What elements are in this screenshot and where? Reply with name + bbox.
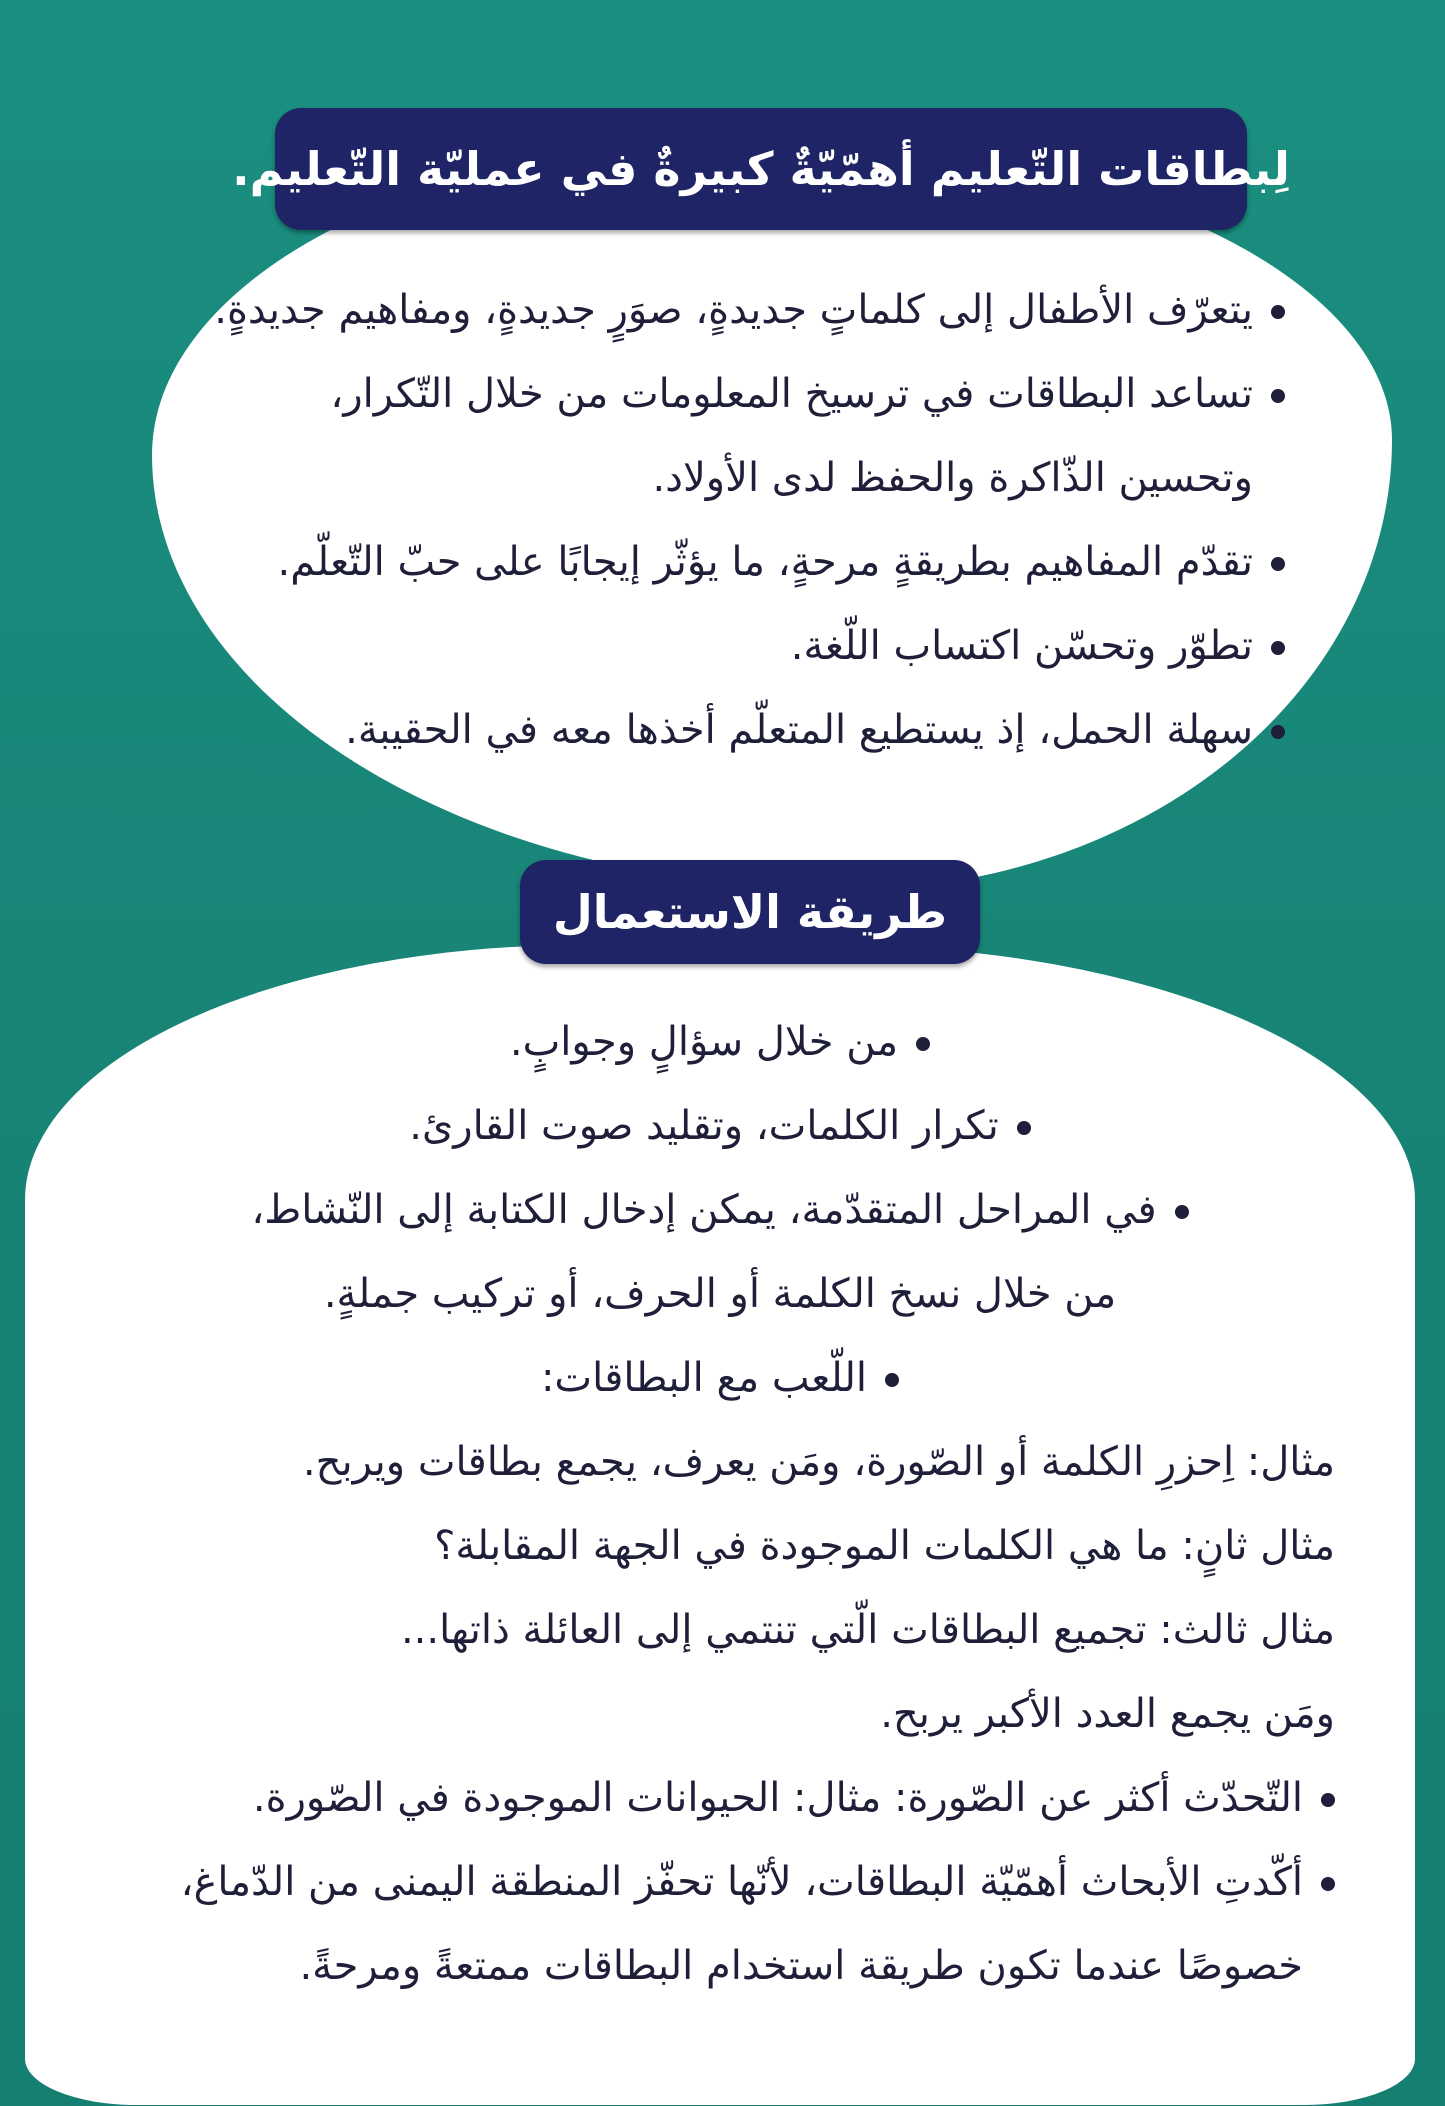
bullet-icon [1321,1793,1335,1807]
list-item-text: ومَن يجمع العدد الأكبر يربح. [880,1691,1335,1737]
bullet-icon [1271,641,1285,655]
list-item-text: سهلة الحمل، إذ يستطيع المتعلّم أخذها معه في الحقيبة. [345,707,1253,753]
list-item-text: يتعرّف الأطفال إلى كلماتٍ جديدةٍ، صوَرٍ جديدةٍ، ومفاهيم جديدةٍ. [214,287,1253,333]
usage-list [105,1000,1335,2008]
list-item-text: مثال ثالث: تجميع البطاقات الّتي تنتمي إلى العائلة ذاتها... [400,1607,1335,1653]
list-item-continuation [185,436,1285,520]
list-item-text: في المراحل المتقدّمة، يمكن إدخال الكتابة إلى النّشاط، [251,1187,1157,1233]
bullet-icon [885,1373,899,1387]
example-line [105,1588,1335,1672]
list-item [105,1336,1335,1420]
bullet-icon [1271,305,1285,319]
list-item-text: تطوّر وتحسّن اكتساب اللّغة. [790,623,1253,669]
bullet-icon [1271,725,1285,739]
list-item-text: مثال ثانٍ: ما هي الكلمات الموجودة في الجهة المقابلة؟ [434,1523,1335,1569]
list-item-text: اللّعب مع البطاقات: [540,1355,868,1401]
list-item-text: تقدّم المفاهيم بطريقةٍ مرحةٍ، ما يؤثّر إيجابًا على حبّ التّعلّم. [277,539,1253,585]
list-item [185,604,1285,688]
example-line [105,1504,1335,1588]
list-item [105,1084,1335,1168]
bullet-icon [1271,389,1285,403]
list-item-text: تكرار الكلمات، وتقليد صوت القارئ. [409,1103,999,1149]
bullet-icon [1271,557,1285,571]
list-item-text: وتحسين الذّاكرة والحفظ لدى الأولاد. [652,455,1253,501]
list-item [185,268,1285,352]
section-usage-heading: طريقة الاستعمال [520,860,980,964]
list-item [105,1756,1335,1840]
bullet-icon [1175,1205,1189,1219]
list-item [185,352,1285,436]
list-item-text: من خلال سؤالٍ وجوابٍ. [509,1019,899,1065]
example-line [105,1672,1335,1756]
bullet-icon [1321,1877,1335,1891]
list-item-text: أكّدتِ الأبحاث أهمّيّة البطاقات، لأنّها تحفّز المنطقة اليمنى من الدّماغ، [180,1859,1303,1905]
list-item [105,1000,1335,1084]
list-item-text: التّحدّث أكثر عن الصّورة: مثال: الحيوانات الموجودة في الصّورة. [252,1775,1303,1821]
bullet-icon [1017,1121,1031,1135]
list-item [185,688,1285,772]
list-item [185,520,1285,604]
section-importance-heading: لِبطاقات التّعليم أهمّيّةٌ كبيرةٌ في عمليّة التّعليم. [275,108,1247,230]
list-item-continuation [105,1924,1335,2008]
list-item [105,1168,1335,1252]
list-item-text: خصوصًا عندما تكون طريقة استخدام البطاقات ممتعةً ومرحةً. [299,1943,1303,1989]
bullet-icon [916,1037,930,1051]
importance-list [185,268,1285,772]
list-item [105,1840,1335,1924]
list-item-text: من خلال نسخ الكلمة أو الحرف، أو تركيب جملةٍ. [323,1271,1117,1317]
example-line [105,1420,1335,1504]
list-item-text: تساعد البطاقات في ترسيخ المعلومات من خلال التّكرار، [330,371,1253,417]
list-item-text: مثال: اِحزرِ الكلمة أو الصّورة، ومَن يعرف، يجمع بطاقات ويربح. [302,1439,1335,1485]
list-item-continuation [105,1252,1335,1336]
